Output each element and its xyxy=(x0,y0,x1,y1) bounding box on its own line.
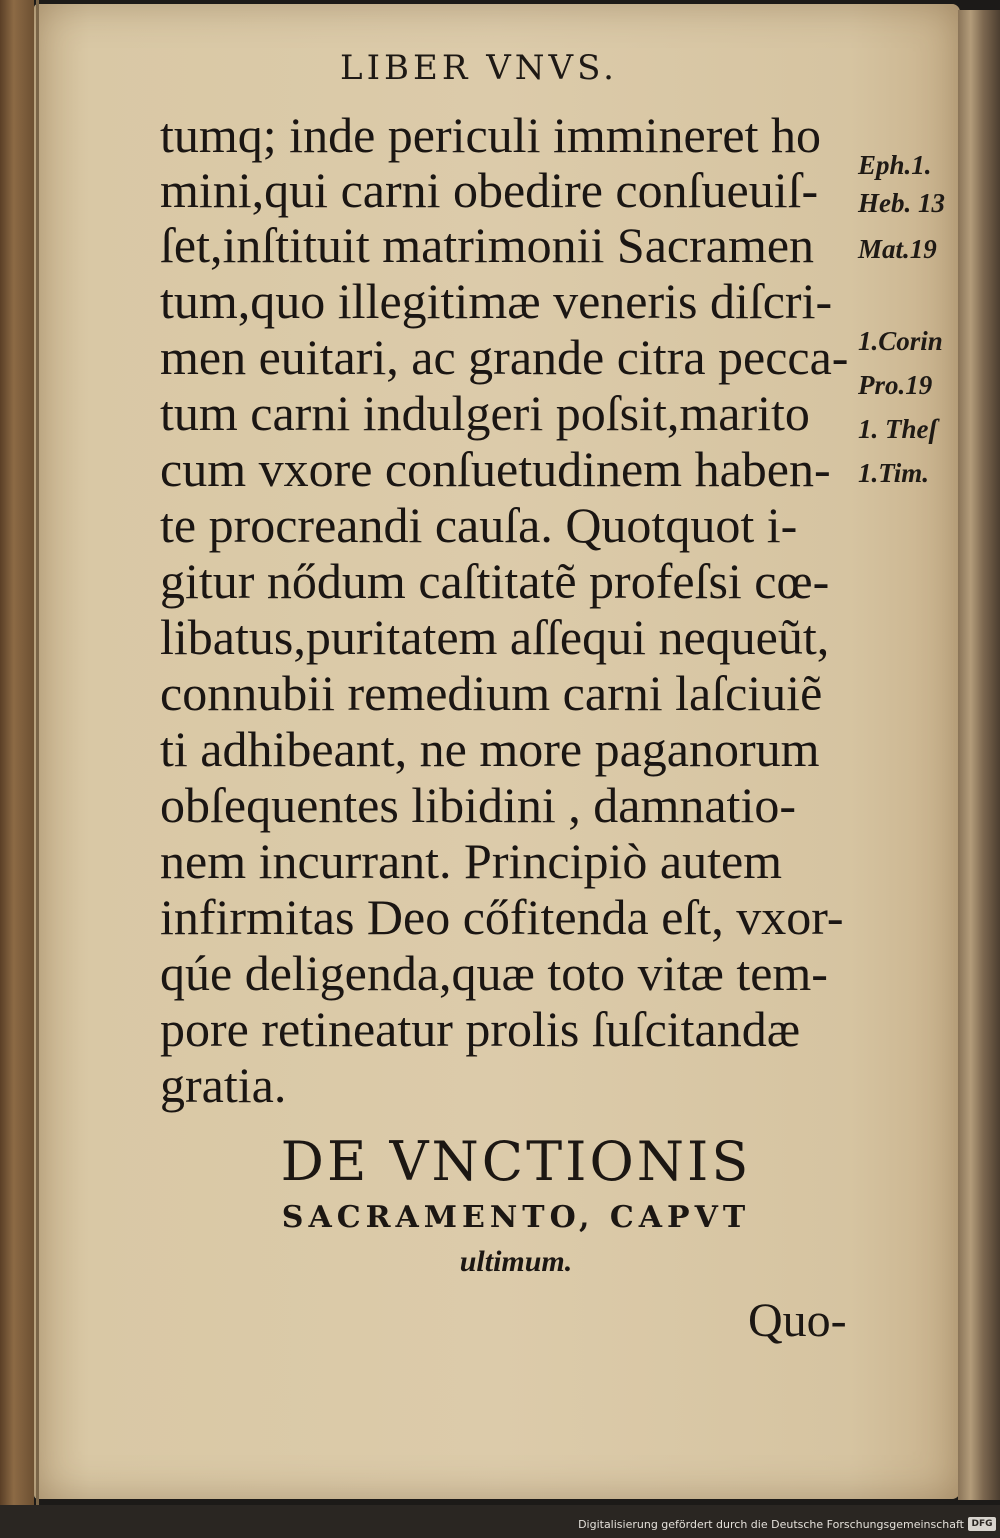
footer-credit: Digitalisierung gefördert durch die Deutsche Forschungsgemeinschaft xyxy=(578,1518,964,1531)
text-line: ti adhibeant, ne more paganorum xyxy=(160,721,820,777)
text-line: libatus,puritatem aſſequi nequeũt, xyxy=(160,609,830,665)
text-line: men euitari, ac grande citra pecca- xyxy=(160,329,849,385)
section-title: DE VNCTIONIS xyxy=(280,1130,752,1193)
marginal-note: Pro.19 xyxy=(858,370,933,400)
text-line: pore retineatur prolis ſuſcitandæ xyxy=(160,1001,801,1057)
text-line: infirmitas Deo cőfitenda eſt, vxor- xyxy=(160,889,844,945)
marginal-note: Mat.19 xyxy=(858,234,937,264)
marginal-note: Heb. 13 xyxy=(858,188,945,218)
text-line: nem incurrant. Principiò autem xyxy=(160,833,783,889)
text-line: tum,quo illegitimæ veneris diſcri- xyxy=(160,273,833,329)
cover-edge xyxy=(0,0,34,1505)
text-line: tumq; inde periculi immineret ho xyxy=(160,107,821,163)
text-line: te procreandi cauſa. Quotquot i- xyxy=(160,497,798,553)
dfg-logo: DFG xyxy=(968,1517,996,1531)
text-line: tum carni indulgeri poſsit,marito xyxy=(160,385,810,441)
marginal-note: 1.Tim. xyxy=(858,458,929,488)
text-line: gitur nődum caſtitatẽ profeſsi cœ- xyxy=(160,553,830,609)
marginal-note: Eph.1. xyxy=(858,150,932,180)
text-line: gratia. xyxy=(160,1057,287,1113)
text-line: mini,qui carni obedire conſueuiſ- xyxy=(160,162,819,218)
text-line: connubii remedium carni laſciuiẽ xyxy=(160,665,823,721)
text-line: obſequentes libidini , damnatio- xyxy=(160,777,796,833)
text-line: qúe deligenda,quæ toto vitæ tem- xyxy=(160,945,828,1001)
running-head: LIBER VNVS. xyxy=(340,48,618,88)
text-line: ſet,inſtituit matrimonii Sacramen xyxy=(160,217,815,273)
page-fore-edge xyxy=(958,10,1000,1500)
section-subtitle: SACRAMENTO, CAPVT xyxy=(281,1200,751,1235)
gutter-line xyxy=(36,0,39,1505)
text-line: cum vxore conſuetudinem haben- xyxy=(160,441,831,497)
marginal-note: 1.Corin xyxy=(858,326,943,356)
section-subtitle-italic: ultimum. xyxy=(459,1245,573,1278)
marginal-note: 1. Theſ xyxy=(858,414,938,444)
catchword: Quo- xyxy=(748,1294,847,1347)
